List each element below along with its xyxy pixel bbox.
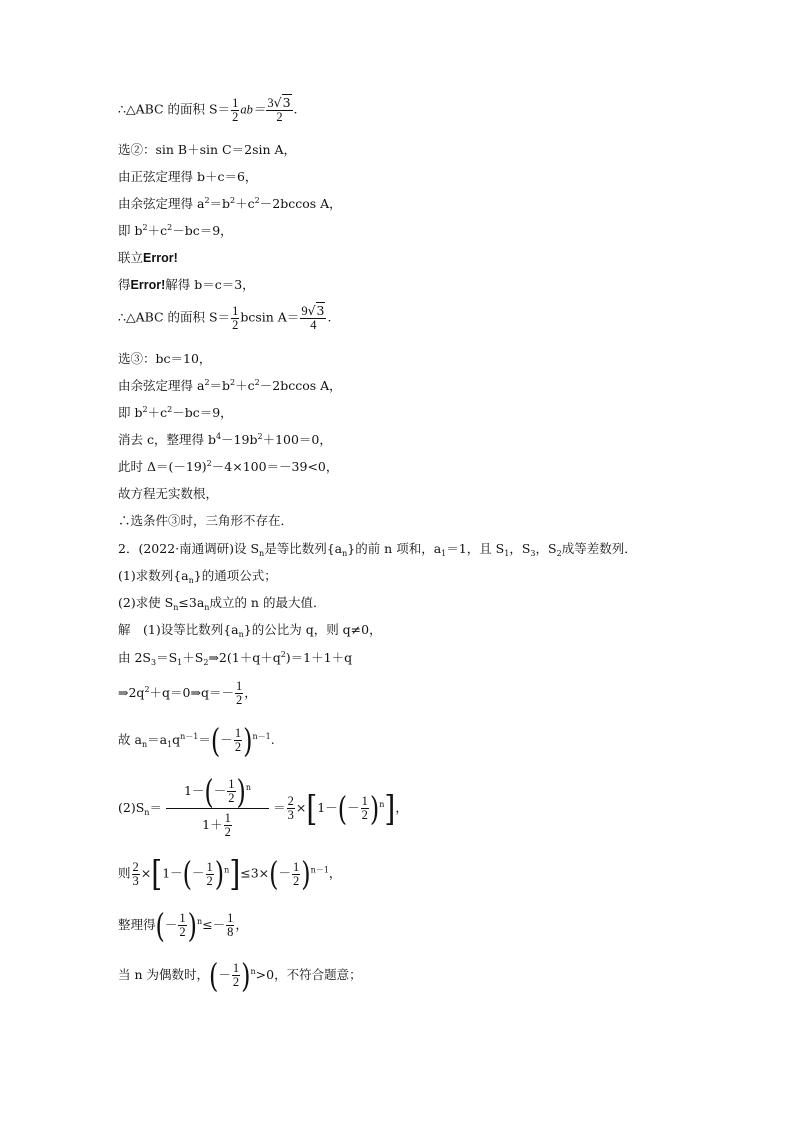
- question-1: (1)求数列$\{a_n\}$的通项公式；: [118, 568, 277, 585]
- fraction-area: $\frac{3√3}{2}$: [267, 95, 291, 124]
- eliminate-line: 消去 c，整理得 $b^4-19b^2+100=0$，: [118, 432, 332, 447]
- choice-3-line: 选③：bc＝10，: [118, 351, 212, 366]
- solve-line: 得Error!解得 b＝c＝3，: [118, 277, 255, 292]
- conclusion-line: ∴选条件③时，三角形不存在．: [118, 513, 294, 528]
- problem-2-statement: 2．(2022·南通调研)设 $S_n$是等比数列$\{a_n\}$的前 n 项和，$a_1=1$，且 $S_1$，$S_3$，$S_2$成等差数列．: [118, 541, 637, 558]
- no-root-line: 故方程无实数根，: [118, 486, 219, 501]
- general-term-line: 故 $a_n=a_1q^{n-1}=(-$ $\frac{1}{2}$ )$^{n-1}$.: [118, 721, 275, 760]
- sum-big-fraction: 1－(－ $\frac{1}{2}$ )$^n$ 1＋ $\frac{1}{2}$: [166, 778, 269, 839]
- even-case-line: 当 n 为偶数时，(－ $\frac{1}{2}$ )$^n$>0，不符合题意；: [118, 956, 362, 995]
- equation-line-1: 即 $b^2+c^2-bc=9$，: [118, 223, 233, 238]
- solution-line-2: 由 $2S_3=S_1+S_2\Rightarrow 2(1+q+q^2)=1+1+q$: [118, 650, 353, 667]
- equation-line-2: 即 $b^2+c^2-bc=9$，: [118, 405, 233, 420]
- question-2: (2)求使 $S_n\le 3a_n$成立的 n 的最大值．: [118, 595, 326, 612]
- inequality-line: 则 $\frac{2}{3}$ ×[1－(－ $\frac{1}{2}$ )$^n$]≤3×(－ $\frac{1}{2}$ )$^{n-1}$，: [118, 852, 342, 894]
- system-line: 联立Error!: [118, 250, 178, 265]
- cosine-rule-line-1: 由余弦定理得 $a^2=b^2+c^2-2bccos$ A，: [118, 196, 342, 211]
- error-marker: Error!: [143, 251, 178, 265]
- error-marker: Error!: [130, 278, 166, 292]
- text: ab＝: [240, 102, 266, 117]
- fraction-area-2: $\frac{9√3}{4}$: [301, 303, 325, 332]
- sum-formula-line: $(2)S_n=$ 1－(－ $\frac{1}{2}$ )$^n$ 1＋ $\frac{1}{2}$ ＝ $\frac{2}{3}$ ×[1－(－ $\frac{1}{2}$ )$^n$]，: [118, 772, 408, 839]
- cosine-rule-line-2: 由余弦定理得 $a^2=b^2+c^2-2bccos$ A，: [118, 378, 342, 393]
- area-result-line-2: ∴△ABC 的面积 S＝ $\frac{1}{2}$ bcsin A＝ $\frac{9√3}{4}$ .: [118, 303, 332, 332]
- solution-line-1: 解 (1)设等比数列$\{a_n\}$的公比为 q，则 q≠0，: [118, 622, 382, 639]
- discriminant-line: 此时 $\Delta=(-19)^2-4\times 100=-39<0$，: [118, 459, 339, 474]
- sine-rule-line: 由正弦定理得 b＋c＝6，: [118, 169, 258, 184]
- solution-line-3: $\Rightarrow 2q^2+q=0\Rightarrow q=-$ $\frac{1}{2}$ ，: [118, 679, 257, 707]
- area-result-line-1: ∴△ABC 的面积 S＝ $\frac{1}{2}$ ab＝ $\frac{3√3}{2}$ .: [118, 95, 298, 124]
- text: ∴△ABC 的面积 S＝: [118, 101, 231, 117]
- simplify-line: 整理得(－ $\frac{1}{2}$ )$^n$≤－ $\frac{1}{8}$ ，: [118, 906, 248, 945]
- choice-2-line: 选②：sin B＋sin C＝2sin A，: [118, 142, 297, 157]
- fraction-half: $\frac{1}{2}$: [232, 95, 239, 124]
